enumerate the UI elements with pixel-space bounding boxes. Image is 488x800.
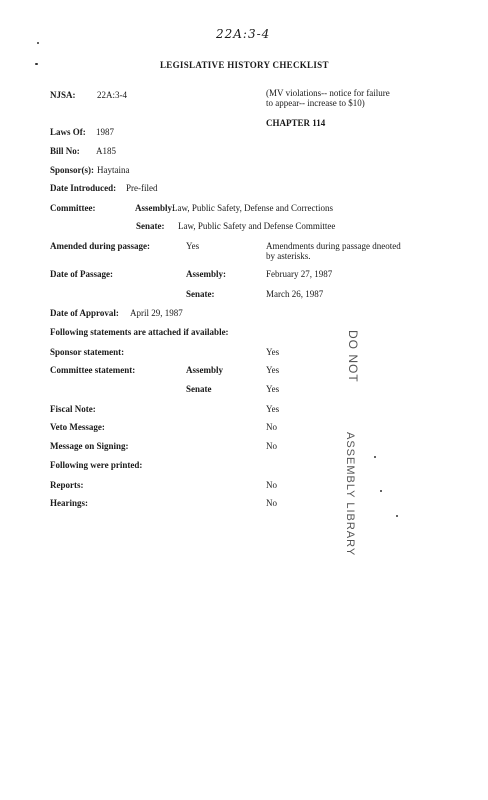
chapter: CHAPTER 114 — [266, 118, 326, 128]
approval-label: Date of Approval: — [50, 308, 119, 318]
passage-senate-value: March 26, 1987 — [266, 289, 324, 299]
committee-statement-senate-label: Senate — [186, 384, 212, 394]
committee-label: Committee: — [50, 203, 96, 213]
stamp-speck — [380, 490, 382, 492]
passage-assembly-value: February 27, 1987 — [266, 269, 333, 279]
committee-statement-senate-value: Yes — [266, 384, 280, 394]
bill-no-value: A185 — [96, 146, 116, 156]
amended-note-line-2: by asterisks. — [266, 251, 311, 261]
stamp-assembly-library: ASSEMBLY LIBRARY — [344, 432, 356, 557]
amended-value: Yes — [186, 241, 200, 251]
description-line-1: (MV violations-- notice for failure — [266, 88, 390, 98]
message-on-signing-label: Message on Signing: — [50, 441, 129, 451]
stamp-speck — [374, 456, 376, 458]
sponsor-statement-value: Yes — [266, 347, 280, 357]
fiscal-note-label: Fiscal Note: — [50, 404, 96, 414]
committee-statement-label: Committee statement: — [50, 365, 136, 375]
passage-assembly-label: Assembly: — [186, 269, 226, 279]
approval-value: April 29, 1987 — [130, 308, 183, 318]
veto-message-value: No — [266, 422, 277, 432]
veto-message-label: Veto Message: — [50, 422, 105, 432]
handwritten-note: 22A:3-4 — [216, 27, 271, 41]
bill-no-label: Bill No: — [50, 146, 80, 156]
fiscal-note-value: Yes — [266, 404, 280, 414]
date-introduced-value: Pre-filed — [126, 183, 158, 193]
amended-note-line-1: Amendments during passage dneoted — [266, 241, 401, 251]
description-line-2: to appear-- increase to $10) — [266, 98, 365, 108]
printed-heading: Following were printed: — [50, 460, 143, 470]
margin-speck — [37, 42, 39, 44]
sponsor-statement-label: Sponsor statement: — [50, 347, 125, 357]
laws-of-value: 1987 — [96, 127, 114, 137]
margin-speck — [35, 63, 38, 65]
stamp-speck — [396, 515, 398, 517]
committee-senate-value: Law, Public Safety and Defense Committee — [178, 221, 336, 231]
njsa-value: 22A:3-4 — [97, 90, 127, 100]
committee-statement-assembly-value: Yes — [266, 365, 280, 375]
sponsor-label: Sponsor(s): — [50, 165, 95, 175]
date-introduced-label: Date Introduced: — [50, 183, 117, 193]
passage-senate-label: Senate: — [186, 289, 215, 299]
njsa-label: NJSA: — [50, 90, 76, 100]
reports-label: Reports: — [50, 480, 84, 490]
committee-statement-assembly-label: Assembly — [186, 365, 224, 375]
sponsor-value: Haytaina — [97, 165, 130, 175]
hearings-value: No — [266, 498, 277, 508]
committee-assembly-label: Assembly: — [135, 203, 175, 213]
committee-senate-label: Senate: — [136, 221, 165, 231]
laws-of-label: Laws Of: — [50, 127, 86, 137]
statements-heading: Following statements are attached if available: — [50, 327, 229, 337]
page-title: LEGISLATIVE HISTORY CHECKLIST — [160, 60, 329, 70]
amended-label: Amended during passage: — [50, 241, 151, 251]
hearings-label: Hearings: — [50, 498, 88, 508]
stamp-do-not: DO NOT — [346, 330, 360, 383]
reports-value: No — [266, 480, 277, 490]
message-on-signing-value: No — [266, 441, 277, 451]
passage-label: Date of Passage: — [50, 269, 113, 279]
committee-assembly-value: Law, Public Safety, Defense and Corrections — [172, 203, 334, 213]
